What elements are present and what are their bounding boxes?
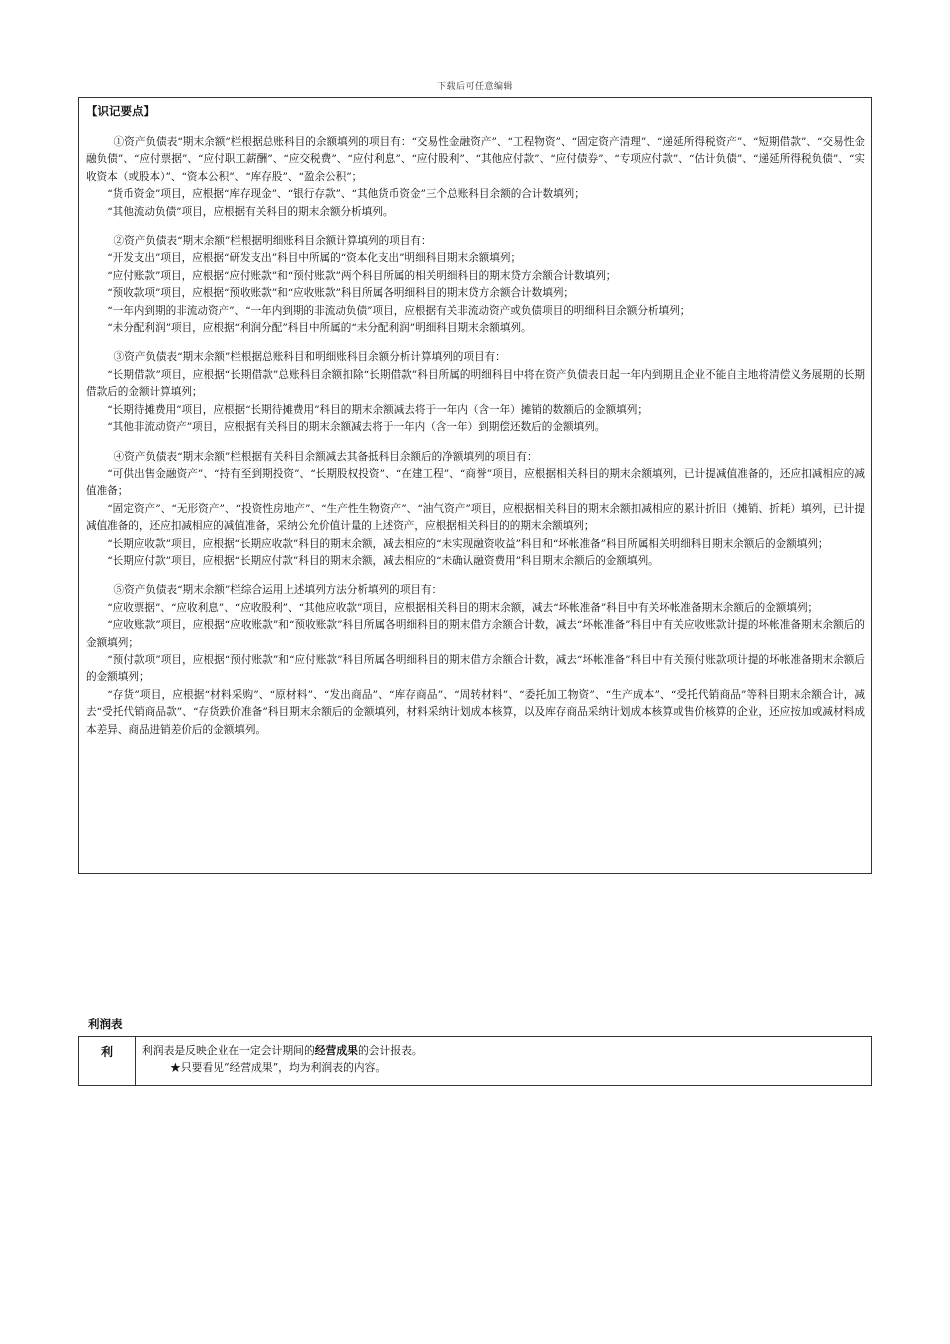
- profit-table: [78, 1036, 872, 1086]
- section-line: “应付账款”项目，应根据“应付账款”和“预付账款”两个科目所属的相关明细科目的期末贷方余额合计数填列；: [107, 269, 617, 282]
- profit-desc-cell: [136, 1037, 429, 1085]
- section-line: “货币资金”项目，应根据“库存现金”、“银行存款”、“其他货币资金”三个总账科目余额的合计数填列；: [107, 188, 585, 201]
- section-line: “其他非流动资产”项目，应根据有关科目的期末余额减去将于一年内（含一年）到期偿还数后的金额填列。: [107, 421, 606, 434]
- section-line: “预付款项”项目，应根据“预付账款”和“应付账款”科目所属各明细科目的期末借方余额合计数，减去“坏帐准备”科目中有关预付账款项计提的坏帐准备期末余额后的金额填列；: [86, 653, 865, 684]
- section-line: “存货”项目，应根据“材料采购”、“原材料”、“发出商品”、“库存商品”、“周转材料”、“委托加工物资”、“生产成本”、“受托代销商品”等科目期末余额合计，减去“受托代销商品款”、“存货跌价准备”科目期末余额后的金额填列，材料采纳计划成本核算，以及库存商品采纳计划成本核算或售价核算的企业，还应按加或减材料成本差异、商品进销差价后的金额填列。: [86, 688, 865, 736]
- section-heading: ②资产负债表“期末余额”栏根据明细账科目余额计算填列的项目有：: [113, 235, 432, 248]
- section-line: “其他流动负债”项目，应根据有关科目的期末余额分析填列。: [107, 205, 394, 218]
- section-line: “应收账款”项目，应根据“应收账款”和“预收账款”科目所属各明细科目的期末借方余额合计数，减去“坏帐准备”科目中有关应收账款计提的坏帐准备期末余额后的金额填列；: [86, 619, 865, 649]
- memo-section-5: [86, 582, 865, 739]
- star-note: ★只要看见“经营成果”，均为利润表的内容。: [170, 1061, 387, 1074]
- definition-text-end: 的会计报表。: [357, 1044, 423, 1057]
- definition-text: 利润表是反映企业在一定会计期间的: [142, 1044, 315, 1057]
- section-line: “长期借款”项目，应根据“长期借款”总账科目余额扣除“长期借款”科目所属的明细科目中将在资产负债表日起一年内到期且企业不能自主地将清偿义务展期的长期借款后的金额计算填列；: [86, 368, 865, 399]
- profit-statement-label: 利润表: [88, 1017, 123, 1031]
- section-heading: ③资产负债表“期末余额”栏根据总账科目和明细账科目余额分析计算填列的项目有：: [113, 351, 506, 364]
- section-line: “长期应付款”项目，应根据“长期应付款”科目的期末余额，减去相应的“未确认融资费用”科目期末余额后的金额填列。: [107, 554, 659, 567]
- section-line: “开发支出”项目，应根据“研发支出”科目中所属的“资本化支出”明细科目期末余额填列；: [107, 252, 522, 265]
- memo-section-1: [86, 134, 865, 221]
- section-line: “长期应收款”项目，应根据“长期应收款”科目的期末余额，减去相应的“未实现融资收益”科目和“坏帐准备”科目所属相关明细科目期末余额后的金额填列；: [107, 537, 829, 550]
- section-line: “固定资产”、“无形资产”、“投资性房地产”、“生产性生物资产”、“油气资产”项目，应根据相关科目的期末余额扣减相应的累计折旧（摊销、折耗）填列，已计提减值准备的，还应扣减相应的减值准备，采纳公允价值计量的上述资产，应根据相关科目的的期末余额填列；: [86, 502, 865, 533]
- profit-definition: [142, 1042, 423, 1059]
- section-heading: ①资产负债表“期末余额”栏根据总账科目的余额填列的项目有：“交易性金融资产”、“工程物资”、“固定资产清理”、“递延所得税资产”、“短期借款”、“交易性金融负债”、“应付票据”、“应付职工薪酬”、“应交税费”、“应付利息”、“应付股利”、“其他应付款”、“应付债券”、“专项应付款”、“估计负债”、“递延所得税负债”、“实收资本（或股本）”、“资本公积”、“库存股”、“盈余公积”；: [86, 136, 865, 183]
- section-line: “可供出售金融资产”、“持有至到期投资”、“长期股权投资”、“在建工程”、“商誉”项目，应根据相关科目的期末余额填列，已计提减值准备的，还应扣减相应的减值准备；: [86, 467, 865, 498]
- section-line: “预收款项”项目，应根据“预收账款”和“应收账款”科目所属各明细科目的期末贷方余额合计数填列；: [107, 287, 575, 300]
- section-line: “应收票据”、“应收利息”、“应收股利”、“其他应收款”项目，应根据相关科目的期末余额，减去“坏帐准备”科目中有关坏帐准备期末余额后的金额填列；: [107, 601, 819, 614]
- memo-title: 【识记要点】: [86, 104, 155, 118]
- section-heading: ⑤资产负债表“期末余额”栏综合运用上述填列方法分析填列的项目有：: [113, 584, 443, 597]
- memo-section-4: [86, 449, 865, 571]
- section-line: “一年内到期的非流动资产”、“一年内到期的非流动负债”项目，应根据有关非流动资产或负债项目的明细科目余额分析填列；: [107, 304, 691, 317]
- section-heading: ④资产负债表“期末余额”栏根据有关科目余额减去其备抵科目余额后的净额填列的项目有：: [113, 450, 538, 463]
- section-line: “长期待摊费用”项目，应根据“长期待摊费用”科目的期末余额减去将于一年内（含一年）摊销的数额后的金额填列；: [107, 403, 648, 416]
- section-line: “未分配利润”项目，应根据“利润分配”科目中所属的“未分配利润”明细科目期末余额填列。: [107, 322, 532, 335]
- header-note: 下载后可任意编辑: [436, 82, 513, 92]
- profit-key-cell: 利: [79, 1037, 136, 1085]
- definition-emphasis: 经营成果: [314, 1044, 358, 1057]
- memo-box: [78, 97, 872, 874]
- memo-section-2: [86, 233, 865, 337]
- memo-section-3: [86, 349, 865, 436]
